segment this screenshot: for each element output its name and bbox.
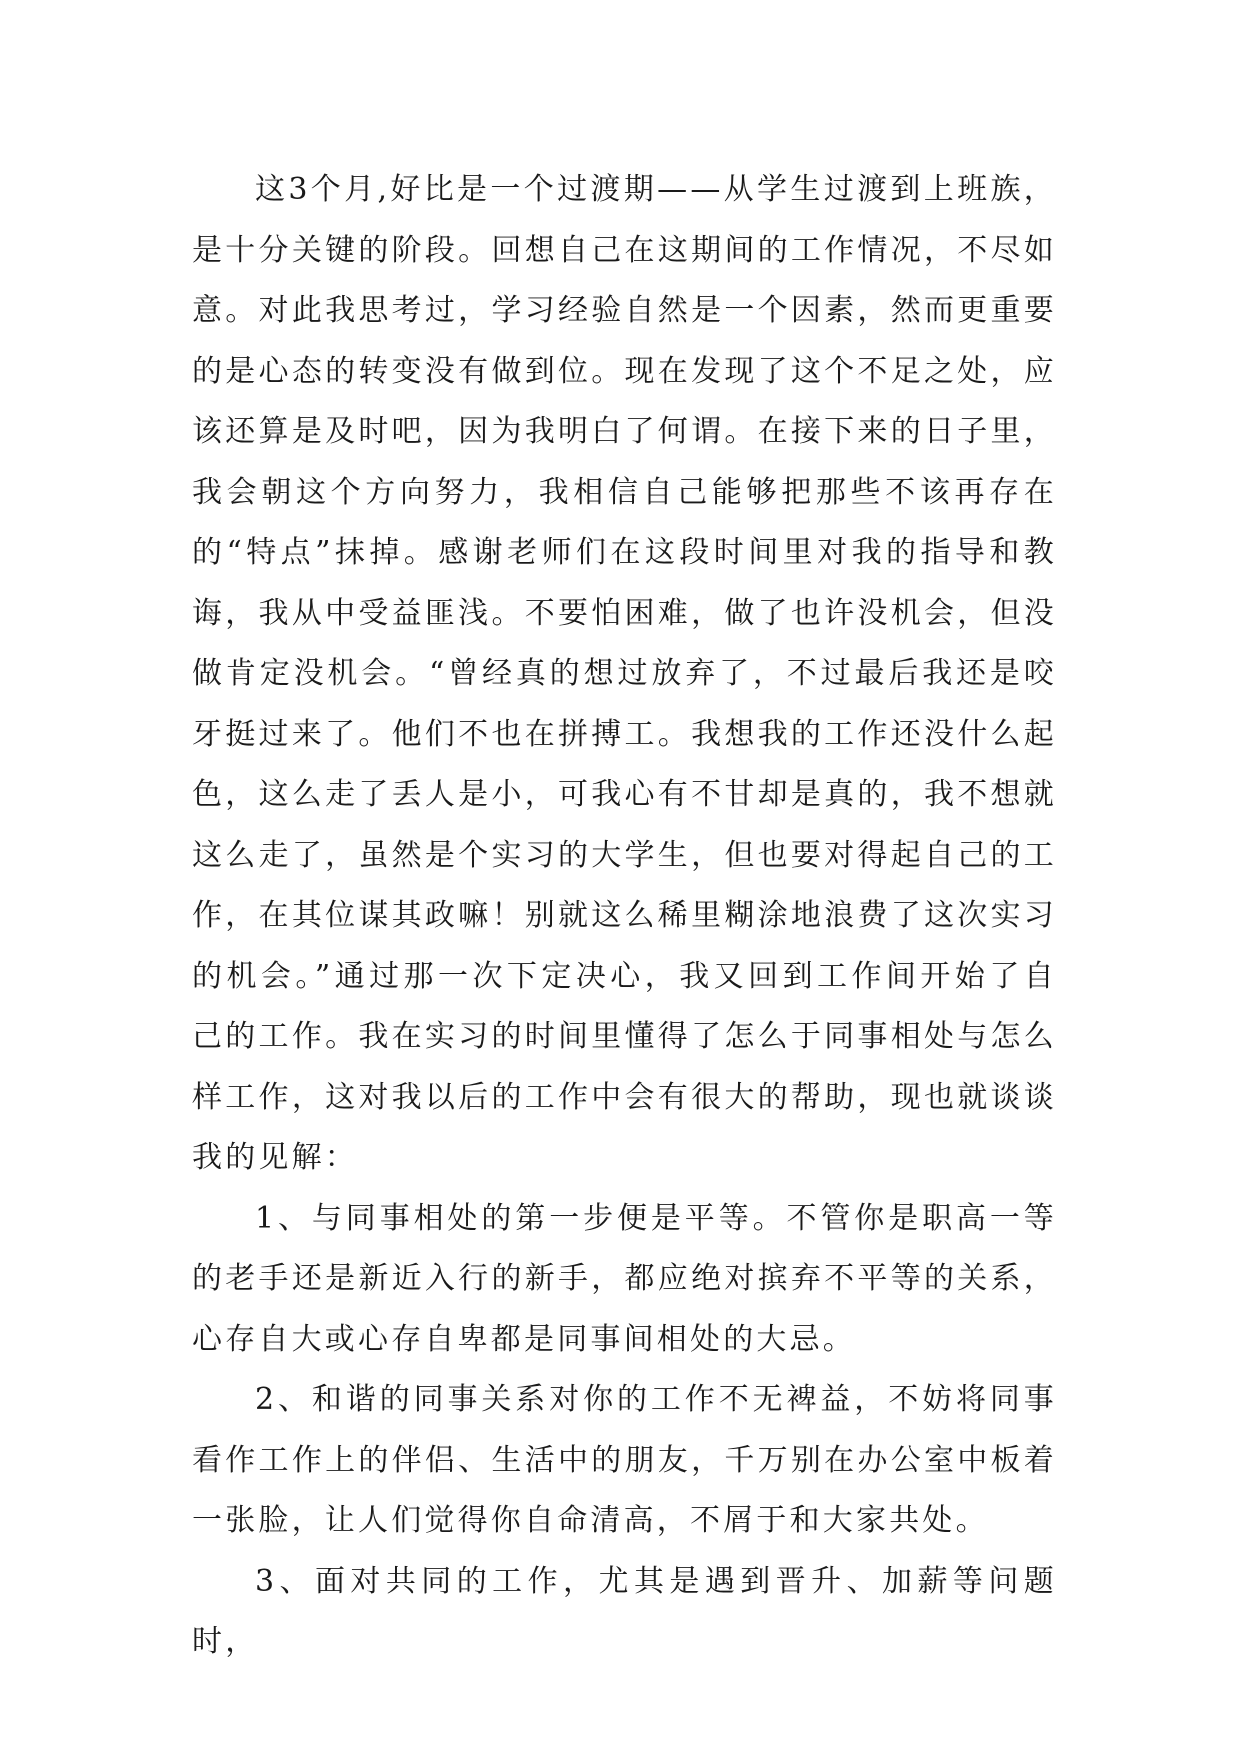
paragraph-point-3: 3、面对共同的工作，尤其是遇到晋升、加薪等问题时， (192, 1563, 1057, 1659)
paragraph-point-1: 1、与同事相处的第一步便是平等。不管你是职高一等的老手还是新近入行的新手，都应绝对摈弃不平等的关系，心存自大或心存自卑都是同事间相处的大忌。 (192, 1200, 1057, 1357)
document-body (192, 160, 1057, 1673)
paragraph-intro: 这3个月,好比是一个过渡期——从学生过渡到上班族，是十分关键的阶段。回想自己在这期间的工作情况，不尽如意。对此我思考过，学习经验自然是一个因素，然而更重要的是心态的转变没有做到位。现在发现了这个不足之处，应该还算是及时吧，因为我明白了何谓。在接下来的日子里，我会朝这个方向努力，我相信自己能够把那些不该再存在的“特点”抹掉。感谢老师们在这段时间里对我的指导和教诲，我从中受益匪浅。不要怕困难，做了也许没机会，但没做肯定没机会。“曾经真的想过放弃了，不过最后我还是咬牙挺过来了。他们不也在拼搏工。我想我的工作还没什么起色，这么走了丢人是小，可我心有不甘却是真的，我不想就这么走了，虽然是个实习的大学生，但也要对得起自己的工作，在其位谋其政嘛！别就这么稀里糊涂地浪费了这次实习的机会。”通过那一次下定决心，我又回到工作间开始了自己的工作。我在实习的时间里懂得了怎么于同事相处与怎么样工作，这对我以后的工作中会有很大的帮助，现也就谈谈我的见解： (192, 172, 1057, 1175)
paragraph-point-2: 2、和谐的同事关系对你的工作不无裨益，不妨将同事看作工作上的伴侣、生活中的朋友，千万别在办公室中板着一张脸，让人们觉得你自命清高，不屑于和大家共处。 (192, 1382, 1057, 1538)
